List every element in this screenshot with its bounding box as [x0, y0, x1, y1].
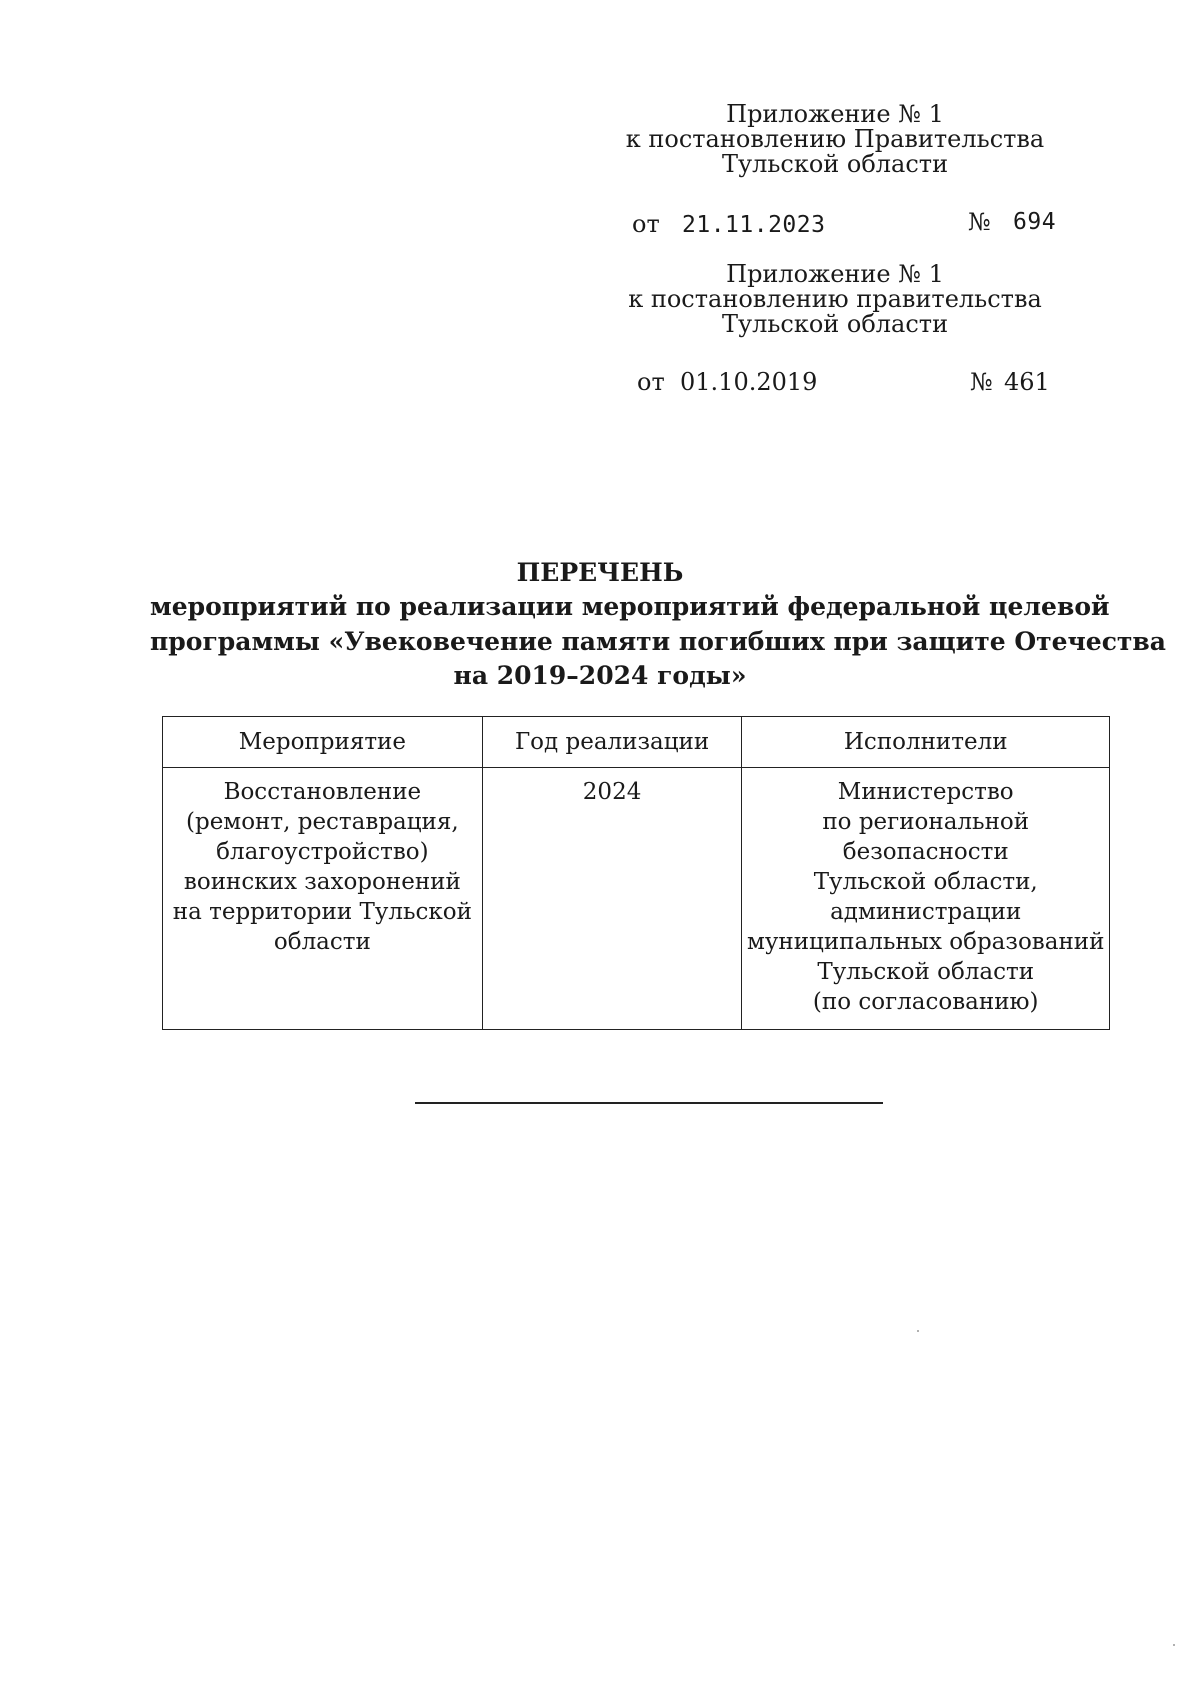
annex-current-line-1: Приложение № 1 — [726, 100, 944, 128]
executors-line: Тульской области, — [813, 869, 1038, 895]
annex-original-line-1: Приложение № 1 — [726, 260, 944, 288]
executors-line: Министерство — [837, 779, 1014, 805]
activity-line: благоустройство) — [216, 839, 429, 865]
activities-table — [162, 716, 1110, 1030]
cell-activity — [163, 768, 483, 1030]
scan-speck — [917, 1330, 919, 1332]
executors-line: (по согласованию) — [812, 989, 1039, 1015]
executors-line: по региональной безопасности — [822, 809, 1030, 865]
activity-line: воинских захоронений — [183, 869, 461, 895]
table-header-row — [163, 717, 1110, 768]
document-title-line-3: на 2019–2024 годы» — [453, 661, 747, 690]
executors-line: администрации — [830, 899, 1022, 925]
executors-line: муниципальных образований — [746, 929, 1105, 955]
cell-year — [482, 768, 742, 1030]
document-heading: ПЕРЕЧЕНЬ — [516, 558, 684, 587]
annex-current-number-prefix: № — [968, 208, 991, 236]
annex-current-line-2: к постановлению Правительства — [625, 125, 1045, 153]
activity-line: (ремонт, реставрация, — [186, 809, 459, 835]
cell-executors — [742, 768, 1110, 1030]
activity-line: Восстановление — [223, 779, 422, 805]
scan-speck — [1173, 1644, 1175, 1646]
annex-original-number-prefix: № — [970, 368, 993, 396]
header-activity: Мероприятие — [163, 717, 483, 768]
header-year: Год реализации — [482, 717, 742, 768]
annex-original-date: 01.10.2019 — [680, 368, 818, 396]
annex-current-date: 21.11.2023 — [682, 212, 826, 238]
annex-current-number: 694 — [1013, 209, 1057, 235]
annex-current-date-prefix: от — [632, 210, 660, 238]
annex-original-date-prefix: от — [637, 368, 665, 396]
year-value: 2024 — [582, 779, 642, 805]
closing-rule — [415, 1102, 883, 1104]
annex-original-number: 461 — [1004, 368, 1050, 396]
table-row — [163, 768, 1110, 1030]
header-executors: Исполнители — [742, 717, 1110, 768]
activity-line: на территории Тульской — [172, 899, 472, 925]
activity-line: области — [273, 929, 371, 955]
document-title-line-2: программы «Увековечение памяти погибших при защите Отечества — [150, 627, 1166, 656]
document-title-line-1: мероприятий по реализации мероприятий федеральной целевой — [150, 592, 1110, 621]
executors-line: Тульской области — [817, 959, 1035, 985]
annex-original-line-3: Тульской области — [721, 310, 949, 338]
annex-current-line-3: Тульской области — [721, 150, 949, 178]
annex-original-line-2: к постановлению правительства — [628, 285, 1042, 313]
